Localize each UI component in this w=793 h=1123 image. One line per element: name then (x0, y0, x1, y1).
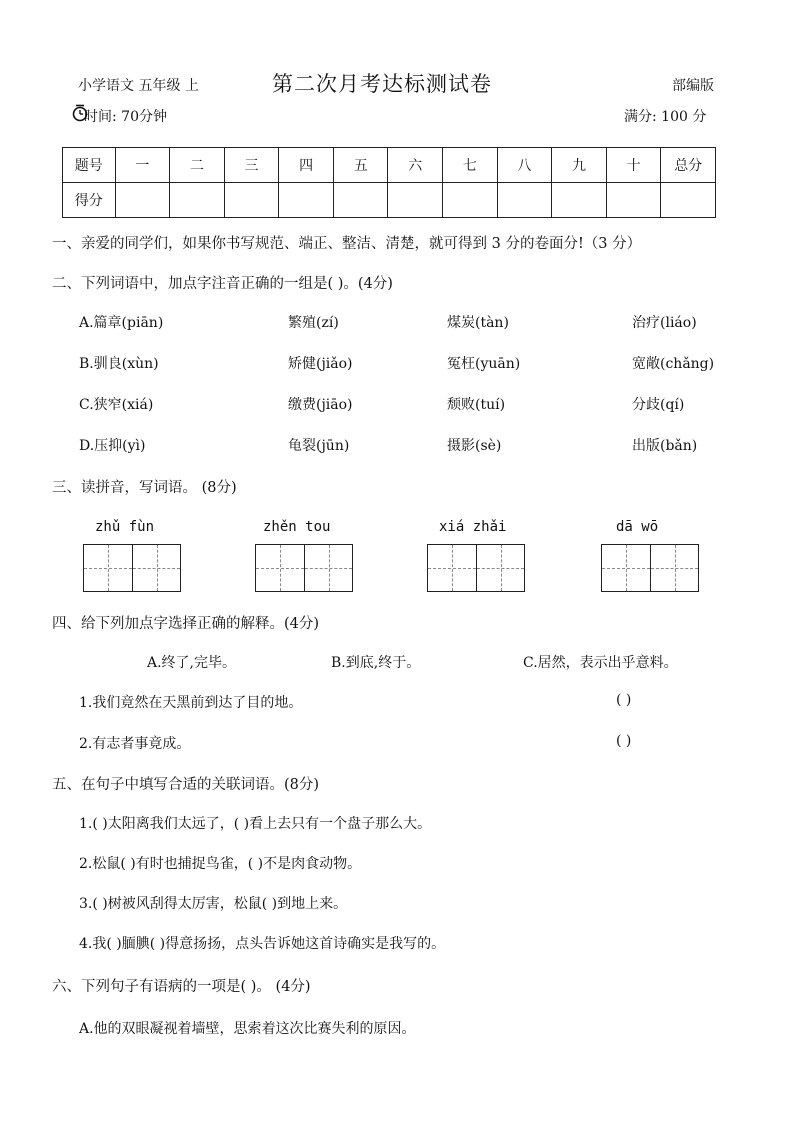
score-input-cell[interactable] (115, 183, 170, 218)
pinyin-label: dā wō (616, 519, 659, 535)
score-input-cell[interactable] (443, 183, 498, 218)
option-text: 煤炭(tàn) (447, 315, 509, 331)
option-text: 治疗(liáo) (632, 315, 697, 331)
option-text: 缴费(jiāo) (288, 397, 353, 413)
option-text: C.狭窄(xiá) (79, 397, 154, 413)
page-title: 第二次月考达标测试卷 (272, 72, 492, 96)
full-score: 满分: 100 分 (624, 109, 707, 125)
subject-grade: 小学语文 五年级 上 (78, 78, 199, 94)
option-text: D.压抑(yì) (79, 438, 146, 454)
exam-time: 时间: 70分钟 (84, 109, 167, 125)
writing-grid[interactable] (601, 544, 699, 592)
table-cell: 一 (115, 148, 170, 183)
option-text: 颓败(tuí) (447, 397, 506, 413)
question-2-title: 二、下列词语中，加点字注音正确的一组是( )。(4分) (52, 276, 393, 292)
score-input-cell[interactable] (279, 183, 334, 218)
answer-blank[interactable]: ( ) (616, 733, 632, 749)
pinyin-label: zhěn tou (263, 519, 331, 535)
option-text: B.驯良(xùn) (79, 356, 159, 372)
table-cell: 六 (388, 148, 443, 183)
fill-in-sentence[interactable]: 2.松鼠( )有时也捕捉鸟雀，( )不是肉食动物。 (79, 856, 362, 872)
option-text: A.篇章(piān) (79, 315, 164, 331)
question-item: 2.有志者事竟成。 (79, 736, 191, 752)
writing-grid[interactable] (255, 544, 353, 592)
pinyin-label: zhǔ fùn (95, 519, 155, 535)
writing-grid[interactable] (427, 544, 525, 592)
score-input-cell[interactable] (170, 183, 225, 218)
choice-sentence: A.他的双眼凝视着墙壁，思索着这次比赛失利的原因。 (79, 1021, 416, 1037)
score-input-cell[interactable] (388, 183, 443, 218)
writing-grid[interactable] (83, 544, 181, 592)
score-table (62, 147, 716, 218)
option-text: 出版(bǎn) (632, 438, 698, 454)
answer-blank[interactable]: ( ) (616, 692, 632, 708)
option-text: 龟裂(jūn) (288, 438, 350, 454)
definition-option: B.到底,终于。 (331, 655, 421, 671)
score-input-cell[interactable] (497, 183, 552, 218)
edition-label: 部编版 (672, 78, 714, 94)
table-cell: 八 (497, 148, 552, 183)
table-cell: 九 (552, 148, 607, 183)
score-table-score-row (63, 183, 716, 218)
score-input-cell[interactable] (661, 183, 716, 218)
option-text: 矫健(jiǎo) (288, 356, 353, 372)
question-5-title: 五、在句子中填写合适的关联词语。(8分) (52, 777, 320, 793)
table-cell: 二 (170, 148, 225, 183)
fill-in-sentence[interactable]: 3.( )树被风刮得太厉害，松鼠( )到地上来。 (79, 896, 348, 912)
question-6-title: 六、下列句子有语病的一项是( )。 (4分) (52, 979, 311, 995)
option-text: 摄影(sè) (447, 438, 502, 454)
score-input-cell[interactable] (606, 183, 661, 218)
table-cell: 四 (279, 148, 334, 183)
question-3-title: 三、读拼音，写词语。 (8分) (52, 480, 237, 496)
table-cell: 总分 (661, 148, 716, 183)
option-text: 冤枉(yuān) (447, 356, 521, 372)
table-cell: 得分 (63, 183, 116, 218)
question-4-title: 四、给下列加点字选择正确的解释。(4分) (52, 616, 320, 632)
option-text: 分歧(qí) (632, 397, 685, 413)
table-cell: 十 (606, 148, 661, 183)
option-text: 宽敞(chǎng) (632, 356, 715, 372)
table-cell: 三 (224, 148, 279, 183)
score-table-header-row (63, 148, 716, 183)
option-text: 繁殖(zí) (288, 315, 339, 331)
pinyin-label: xiá zhǎi (439, 519, 507, 535)
table-cell: 题号 (63, 148, 116, 183)
score-input-cell[interactable] (552, 183, 607, 218)
definition-option: C.居然，表示出乎意料。 (523, 655, 678, 671)
definition-option: A.终了,完毕。 (147, 655, 237, 671)
question-1: 一、亲爱的同学们，如果你书写规范、端正、整洁、清楚，就可得到 3 分的卷面分!（3 分） (52, 236, 642, 252)
question-item: 1.我们竟然在天黑前到达了目的地。 (79, 695, 303, 711)
fill-in-sentence[interactable]: 1.( )太阳离我们太远了，( )看上去只有一个盘子那么大。 (79, 816, 432, 832)
table-cell: 七 (443, 148, 498, 183)
score-input-cell[interactable] (333, 183, 388, 218)
fill-in-sentence[interactable]: 4.我( )腼腆( )得意扬扬，点头告诉她这首诗确实是我写的。 (79, 936, 446, 952)
score-input-cell[interactable] (224, 183, 279, 218)
table-cell: 五 (333, 148, 388, 183)
